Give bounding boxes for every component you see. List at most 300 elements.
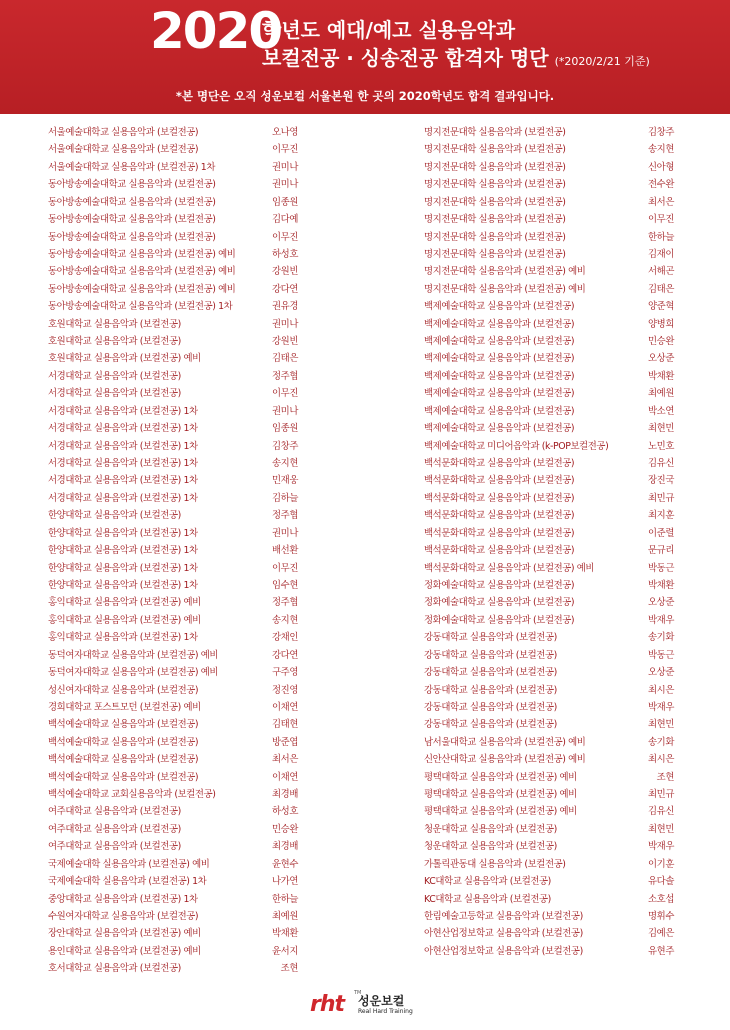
list-item xyxy=(48,281,298,298)
school-program: 동덕여자대학교 실용음악과 (보컬전공) 예비 xyxy=(48,649,219,661)
student-name: 임수현 xyxy=(272,579,298,591)
list-item xyxy=(48,786,298,803)
school-program: 동아방송예술대학교 실용음악과 (보컬전공) 1차 xyxy=(48,301,233,313)
school-program: 백석문화대학교 실용음악과 (보컬전공) xyxy=(424,475,575,487)
school-program: 남서울대학교 실용음악과 (보컬전공) 예비 xyxy=(424,736,586,748)
student-name: 오나영 xyxy=(272,127,298,138)
school-program: 장안대학교 실용음악과 (보컬전공) 예비 xyxy=(48,928,201,940)
list-item xyxy=(424,803,674,820)
list-item xyxy=(424,490,674,507)
school-program: 서울예술대학교 실용음악과 (보컬전공) 1차 xyxy=(48,161,215,173)
student-name: 권유경 xyxy=(272,301,298,313)
school-program: 서경대학교 실용음악과 (보컬전공) 1차 xyxy=(48,440,198,452)
school-program: 평택대학교 실용음악과 (보컬전공) 예비 xyxy=(424,789,577,801)
student-name: 최서은 xyxy=(648,196,674,208)
list-item xyxy=(48,856,298,873)
student-name: 송지현 xyxy=(648,144,674,156)
school-program: 동아방송예술대학교 실용음악과 (보컬전공) xyxy=(48,214,216,226)
school-program: 성신여자대학교 실용음악과 (보컬전공) xyxy=(48,684,199,696)
list-item xyxy=(424,263,674,280)
school-program: 동아방송예술대학교 실용음악과 (보컬전공) 예비 xyxy=(48,283,236,295)
list-item xyxy=(48,734,298,751)
list-item xyxy=(424,594,674,611)
student-name: 정주협 xyxy=(272,597,298,609)
student-name: 김태은 xyxy=(272,353,298,365)
student-name: 전수완 xyxy=(648,179,674,191)
student-name: 박동근 xyxy=(648,649,674,661)
school-program: 서경대학교 실용음악과 (보컬전공) 1차 xyxy=(48,423,198,435)
student-name: 이채연 xyxy=(272,701,298,713)
list-item xyxy=(48,333,298,350)
list-item xyxy=(48,246,298,263)
list-item xyxy=(424,699,674,716)
student-name: 박재우 xyxy=(648,701,674,713)
left-list xyxy=(48,124,298,978)
school-program: 용인대학교 실용음악과 (보컬전공) 예비 xyxy=(48,945,201,957)
student-name: 송지현 xyxy=(272,614,298,626)
school-program: 백석예술대학교 실용음악과 (보컬전공) xyxy=(48,719,199,731)
student-name: 김유신 xyxy=(648,806,674,818)
school-program: 강동대학교 실용음악과 (보컬전공) xyxy=(424,701,557,713)
school-program: 한양대학교 실용음악과 (보컬전공) xyxy=(48,510,181,522)
list-item xyxy=(48,298,298,315)
student-name: 강원빈 xyxy=(272,266,298,278)
student-name: 김재이 xyxy=(648,248,674,260)
list-item xyxy=(424,925,674,942)
school-program: 한림예술고등학교 실용음악과 (보컬전공) xyxy=(424,910,583,922)
student-name: 정진영 xyxy=(272,684,298,696)
school-program: 명지전문대학 실용음악과 (보컬전공) xyxy=(424,248,566,260)
list-item xyxy=(424,438,674,455)
list-item xyxy=(424,786,674,803)
student-name: 구주영 xyxy=(272,667,298,679)
student-name: 민승완 xyxy=(272,823,298,835)
header-note: *본 명단은 오직 성운보컬 서울본원 한 곳의 2020학년도 합격 결과입니다. xyxy=(175,89,555,103)
list-item xyxy=(48,943,298,960)
student-name: 김예은 xyxy=(648,928,674,940)
list-item xyxy=(424,333,674,350)
list-item xyxy=(48,350,298,367)
school-program: 명지전문대학 실용음악과 (보컬전공) xyxy=(424,214,566,226)
list-item xyxy=(424,612,674,629)
title-line-2-text: 보컬전공 · 싱송전공 합격자 명단 xyxy=(262,46,549,70)
student-name: 윤현수 xyxy=(272,858,298,870)
school-program: 여주대학교 실용음악과 (보컬전공) xyxy=(48,806,181,818)
student-name: 박재우 xyxy=(648,614,674,626)
school-program: 백석문화대학교 실용음악과 (보컬전공) xyxy=(424,510,575,522)
student-name: 권미나 xyxy=(272,527,298,539)
school-program: 중앙대학교 실용음악과 (보컬전공) 1차 xyxy=(48,893,198,905)
list-item xyxy=(48,682,298,699)
school-program: 호원대학교 실용음악과 (보컬전공) xyxy=(48,336,181,348)
student-name: 양준혁 xyxy=(648,301,674,313)
school-program: 여주대학교 실용음악과 (보컬전공) xyxy=(48,841,181,853)
school-program: 서경대학교 실용음악과 (보컬전공) xyxy=(48,388,181,400)
school-program: 강동대학교 실용음악과 (보컬전공) xyxy=(424,667,557,679)
list-item xyxy=(48,507,298,524)
student-name: 정주협 xyxy=(272,510,298,522)
list-item xyxy=(48,925,298,942)
student-name: 김하늘 xyxy=(272,492,298,504)
list-item xyxy=(424,368,674,385)
student-name: 방준엽 xyxy=(272,736,298,748)
student-name: 박동근 xyxy=(648,562,674,574)
logo-english-name: Real Hard Training xyxy=(358,1008,413,1015)
student-name: 임종원 xyxy=(272,196,298,208)
student-name: 박채환 xyxy=(648,370,674,382)
school-program: 명지전문대학 실용음악과 (보컬전공) xyxy=(424,127,566,138)
school-program: 서경대학교 실용음악과 (보컬전공) 1차 xyxy=(48,475,198,487)
school-program: 여주대학교 실용음악과 (보컬전공) xyxy=(48,823,181,835)
list-item xyxy=(48,769,298,786)
school-program: 청운대학교 실용음악과 (보컬전공) xyxy=(424,823,557,835)
list-item xyxy=(424,769,674,786)
list-item xyxy=(424,385,674,402)
list-item xyxy=(48,472,298,489)
school-program: 호서대학교 실용음악과 (보컬전공) xyxy=(48,963,181,975)
student-name: 강원빈 xyxy=(272,336,298,348)
school-program: 명지전문대학 실용음악과 (보컬전공) 예비 xyxy=(424,266,586,278)
logo-korean-name: 성운보컬 xyxy=(358,994,405,1008)
list-item xyxy=(48,229,298,246)
student-name: 권미나 xyxy=(272,405,298,417)
basis-date: (*2020/2/21 기준) xyxy=(554,55,650,68)
student-name: 유다솔 xyxy=(648,876,674,888)
list-item xyxy=(424,316,674,333)
school-program: KC대학교 실용음악과 (보컬전공) xyxy=(424,893,551,905)
student-name: 최민규 xyxy=(648,789,674,801)
school-program: 홍익대학교 실용음악과 (보컬전공) 예비 xyxy=(48,597,201,609)
school-program: 백제예술대학교 실용음악과 (보컬전공) xyxy=(424,405,575,417)
list-item xyxy=(424,542,674,559)
student-name: 김태은 xyxy=(648,283,674,295)
student-name: 송지현 xyxy=(272,458,298,470)
school-program: 백석문화대학교 실용음악과 (보컬전공) 예비 xyxy=(424,562,595,574)
list-item xyxy=(424,403,674,420)
title-line-1: 학년도 예대/예고 실용음악과 xyxy=(262,18,516,42)
list-item xyxy=(424,751,674,768)
list-item xyxy=(424,629,674,646)
list-item xyxy=(424,838,674,855)
list-item xyxy=(424,159,674,176)
student-name: 김유신 xyxy=(648,458,674,470)
list-item xyxy=(48,420,298,437)
list-item xyxy=(48,891,298,908)
school-program: 백제예술대학교 실용음악과 (보컬전공) xyxy=(424,388,575,400)
school-program: 아현산업정보학교 실용음악과 (보컬전공) xyxy=(424,945,583,957)
student-name: 이무진 xyxy=(648,214,674,226)
student-name: 오상준 xyxy=(648,667,674,679)
school-program: 백제예술대학교 실용음악과 (보컬전공) xyxy=(424,318,575,330)
school-program: 청운대학교 실용음악과 (보컬전공) xyxy=(424,841,557,853)
student-name: 이무진 xyxy=(272,144,298,156)
student-name: 이무진 xyxy=(272,562,298,574)
list-item xyxy=(424,350,674,367)
list-item xyxy=(48,403,298,420)
student-name: 민재웅 xyxy=(272,475,298,487)
school-program: 명지전문대학 실용음악과 (보컬전공) xyxy=(424,196,566,208)
list-item xyxy=(48,316,298,333)
title-line-2 xyxy=(262,42,650,71)
student-name: 송기화 xyxy=(648,736,674,748)
student-name: 배선환 xyxy=(272,545,298,557)
list-item xyxy=(48,873,298,890)
school-program: 강동대학교 실용음악과 (보컬전공) xyxy=(424,719,557,731)
student-name: 최현민 xyxy=(648,719,674,731)
student-name: 권미나 xyxy=(272,161,298,173)
school-program: 한양대학교 실용음악과 (보컬전공) 1차 xyxy=(48,579,198,591)
school-program: 정화예술대학교 실용음악과 (보컬전공) xyxy=(424,579,575,591)
school-program: 홍익대학교 실용음악과 (보컬전공) 예비 xyxy=(48,614,201,626)
list-item xyxy=(48,368,298,385)
school-program: 강동대학교 실용음악과 (보컬전공) xyxy=(424,649,557,661)
list-item xyxy=(48,647,298,664)
school-program: 명지전문대학 실용음악과 (보컬전공) xyxy=(424,179,566,191)
list-item xyxy=(48,803,298,820)
student-name: 김태현 xyxy=(272,719,298,731)
school-program: 호원대학교 실용음악과 (보컬전공) xyxy=(48,318,181,330)
footer-logo xyxy=(310,990,440,1020)
school-program: 정화예술대학교 실용음악과 (보컬전공) xyxy=(424,597,575,609)
list-item xyxy=(48,490,298,507)
student-name: 최민규 xyxy=(648,492,674,504)
student-name: 윤서지 xyxy=(272,945,298,957)
student-name: 권미나 xyxy=(272,318,298,330)
list-item xyxy=(48,385,298,402)
list-item xyxy=(48,960,298,977)
school-program: 서경대학교 실용음악과 (보컬전공) xyxy=(48,370,181,382)
list-item xyxy=(424,577,674,594)
student-name: 민승완 xyxy=(648,336,674,348)
school-program: 백석예술대학교 실용음악과 (보컬전공) xyxy=(48,754,199,766)
list-item xyxy=(424,298,674,315)
list-item xyxy=(48,211,298,228)
school-program: 백석문화대학교 실용음악과 (보컬전공) xyxy=(424,527,575,539)
student-name: 임종원 xyxy=(272,423,298,435)
student-name: 강다연 xyxy=(272,649,298,661)
student-name: 최시은 xyxy=(648,684,674,696)
school-program: 백석문화대학교 실용음악과 (보컬전공) xyxy=(424,492,575,504)
school-program: KC대학교 실용음악과 (보컬전공) xyxy=(424,876,551,888)
student-name: 이기훈 xyxy=(648,858,674,870)
school-program: 정화예술대학교 실용음악과 (보컬전공) xyxy=(424,614,575,626)
student-name: 최현민 xyxy=(648,423,674,435)
list-item xyxy=(424,229,674,246)
list-item xyxy=(424,560,674,577)
right-list xyxy=(424,124,674,960)
list-item xyxy=(48,525,298,542)
list-item xyxy=(424,124,674,141)
student-name: 이채연 xyxy=(272,771,298,783)
student-name: 박소연 xyxy=(648,405,674,417)
student-name: 하성호 xyxy=(272,806,298,818)
list-item xyxy=(48,124,298,141)
school-program: 경희대학교 포스트모던 (보컬전공) 예비 xyxy=(48,701,201,713)
school-program: 명지전문대학 실용음악과 (보컬전공) xyxy=(424,144,566,156)
school-program: 백석예술대학교 실용음악과 (보컬전공) xyxy=(48,771,199,783)
school-program: 국제예술대학 실용음악과 (보컬전공) 1차 xyxy=(48,876,207,888)
student-name: 김다예 xyxy=(272,214,298,226)
list-item xyxy=(424,507,674,524)
school-program: 서울예술대학교 실용음악과 (보컬전공) xyxy=(48,127,199,138)
list-item xyxy=(48,560,298,577)
list-item xyxy=(48,194,298,211)
list-item xyxy=(48,577,298,594)
list-item xyxy=(48,455,298,472)
school-program: 명지전문대학 실용음악과 (보컬전공) 예비 xyxy=(424,283,586,295)
student-name: 김창주 xyxy=(648,127,674,138)
school-program: 강동대학교 실용음악과 (보컬전공) xyxy=(424,684,557,696)
school-program: 호원대학교 실용음악과 (보컬전공) 예비 xyxy=(48,353,201,365)
list-item xyxy=(424,420,674,437)
list-item xyxy=(48,438,298,455)
list-item xyxy=(48,664,298,681)
school-program: 명지전문대학 실용음악과 (보컬전공) xyxy=(424,231,566,243)
school-program: 서경대학교 실용음악과 (보컬전공) 1차 xyxy=(48,458,198,470)
school-program: 수원여자대학교 실용음악과 (보컬전공) xyxy=(48,910,199,922)
logo-tm: TM xyxy=(354,990,362,996)
school-program: 한양대학교 실용음악과 (보컬전공) 1차 xyxy=(48,527,198,539)
student-name: 명휘수 xyxy=(648,910,674,922)
student-name: 오상준 xyxy=(648,353,674,365)
student-name: 한하늘 xyxy=(272,893,298,905)
school-program: 백석예술대학교 실용음악과 (보컬전공) xyxy=(48,736,199,748)
school-program: 명지전문대학 실용음악과 (보컬전공) xyxy=(424,161,566,173)
student-name: 문규리 xyxy=(648,545,674,557)
school-program: 신안산대학교 실용음악과 (보컬전공) 예비 xyxy=(424,754,586,766)
school-program: 강동대학교 실용음악과 (보컬전공) xyxy=(424,632,557,644)
list-item xyxy=(48,159,298,176)
student-name: 소호섭 xyxy=(648,893,674,905)
student-name: 이무진 xyxy=(272,388,298,400)
student-name: 최현민 xyxy=(648,823,674,835)
school-program: 국제예술대학 실용음악과 (보컬전공) 예비 xyxy=(48,858,210,870)
student-name: 강채인 xyxy=(272,632,298,644)
student-name: 최경배 xyxy=(272,789,298,801)
student-name: 노민호 xyxy=(648,440,674,452)
logo-mark: rht xyxy=(310,992,345,1017)
school-program: 홍익대학교 실용음악과 (보컬전공) 1차 xyxy=(48,632,198,644)
school-program: 한양대학교 실용음악과 (보컬전공) 1차 xyxy=(48,545,198,557)
student-name: 강다연 xyxy=(272,283,298,295)
list-item xyxy=(424,472,674,489)
list-item xyxy=(424,246,674,263)
list-item xyxy=(48,612,298,629)
school-program: 평택대학교 실용음악과 (보컬전공) 예비 xyxy=(424,806,577,818)
student-name: 권미나 xyxy=(272,179,298,191)
school-program: 백제예술대학교 미디어음악과 (k-POP보컬전공) xyxy=(424,440,609,452)
list-item xyxy=(424,211,674,228)
list-item xyxy=(424,647,674,664)
school-program: 백제예술대학교 실용음악과 (보컬전공) xyxy=(424,353,575,365)
list-item xyxy=(424,943,674,960)
student-name: 최예원 xyxy=(272,910,298,922)
school-program: 동아방송예술대학교 실용음악과 (보컬전공) 예비 xyxy=(48,266,236,278)
student-name: 조현 xyxy=(656,771,674,783)
list-item xyxy=(48,838,298,855)
student-name: 유현주 xyxy=(648,945,674,957)
list-item xyxy=(424,734,674,751)
list-item xyxy=(424,908,674,925)
student-name: 김창주 xyxy=(272,440,298,452)
school-program: 아현산업정보학교 실용음악과 (보컬전공) xyxy=(424,928,583,940)
school-program: 동아방송예술대학교 실용음악과 (보컬전공) 예비 xyxy=(48,248,236,260)
header-banner xyxy=(0,0,730,114)
list-item xyxy=(424,194,674,211)
list-item xyxy=(48,542,298,559)
student-name: 최예원 xyxy=(648,388,674,400)
school-program: 백석예술대학교 교회실용음악과 (보컬전공) xyxy=(48,789,216,801)
student-name: 최서은 xyxy=(272,754,298,766)
student-name: 박채환 xyxy=(272,928,298,940)
list-item xyxy=(424,176,674,193)
list-item xyxy=(424,455,674,472)
student-name: 이준렬 xyxy=(648,527,674,539)
list-item xyxy=(424,525,674,542)
school-program: 동아방송예술대학교 실용음악과 (보컬전공) xyxy=(48,179,216,191)
student-name: 양병희 xyxy=(648,318,674,330)
school-program: 동덕여자대학교 실용음악과 (보컬전공) 예비 xyxy=(48,667,219,679)
list-item xyxy=(424,891,674,908)
student-name: 장진국 xyxy=(648,475,674,487)
school-program: 백제예술대학교 실용음악과 (보컬전공) xyxy=(424,423,575,435)
list-item xyxy=(424,141,674,158)
school-program: 가톨릭관동대 실용음악과 (보컬전공) xyxy=(424,858,566,870)
student-name: 최경배 xyxy=(272,841,298,853)
school-program: 백제예술대학교 실용음악과 (보컬전공) xyxy=(424,336,575,348)
list-item xyxy=(424,682,674,699)
list-item xyxy=(424,821,674,838)
list-item xyxy=(48,594,298,611)
student-name: 최지훈 xyxy=(648,510,674,522)
list-item xyxy=(424,856,674,873)
student-name: 한하늘 xyxy=(648,231,674,243)
list-item xyxy=(424,664,674,681)
student-name: 오상준 xyxy=(648,597,674,609)
school-program: 백제예술대학교 실용음악과 (보컬전공) xyxy=(424,370,575,382)
school-program: 한양대학교 실용음악과 (보컬전공) 1차 xyxy=(48,562,198,574)
student-name: 송기화 xyxy=(648,632,674,644)
school-program: 서경대학교 실용음악과 (보컬전공) 1차 xyxy=(48,492,198,504)
school-program: 백제예술대학교 실용음악과 (보컬전공) xyxy=(424,301,575,313)
student-name: 최시은 xyxy=(648,754,674,766)
school-program: 백석문화대학교 실용음악과 (보컬전공) xyxy=(424,458,575,470)
list-item xyxy=(48,821,298,838)
year-title: 2020 xyxy=(150,2,282,60)
student-name: 박채환 xyxy=(648,579,674,591)
list-item xyxy=(48,629,298,646)
student-name: 이무진 xyxy=(272,231,298,243)
student-name: 하성호 xyxy=(272,248,298,260)
list-item xyxy=(48,699,298,716)
school-program: 동아방송예술대학교 실용음악과 (보컬전공) xyxy=(48,196,216,208)
school-program: 서경대학교 실용음악과 (보컬전공) 1차 xyxy=(48,405,198,417)
student-name: 신아형 xyxy=(648,161,674,173)
school-program: 평택대학교 실용음악과 (보컬전공) 예비 xyxy=(424,771,577,783)
student-name: 나가연 xyxy=(272,876,298,888)
school-program: 동아방송예술대학교 실용음악과 (보컬전공) xyxy=(48,231,216,243)
list-item xyxy=(424,281,674,298)
list-item xyxy=(48,263,298,280)
student-name: 정주협 xyxy=(272,370,298,382)
list-item xyxy=(48,141,298,158)
list-item xyxy=(48,908,298,925)
list-item xyxy=(424,716,674,733)
student-name: 서해곤 xyxy=(648,266,674,278)
list-item xyxy=(48,751,298,768)
student-name: 박재우 xyxy=(648,841,674,853)
list-item xyxy=(48,176,298,193)
